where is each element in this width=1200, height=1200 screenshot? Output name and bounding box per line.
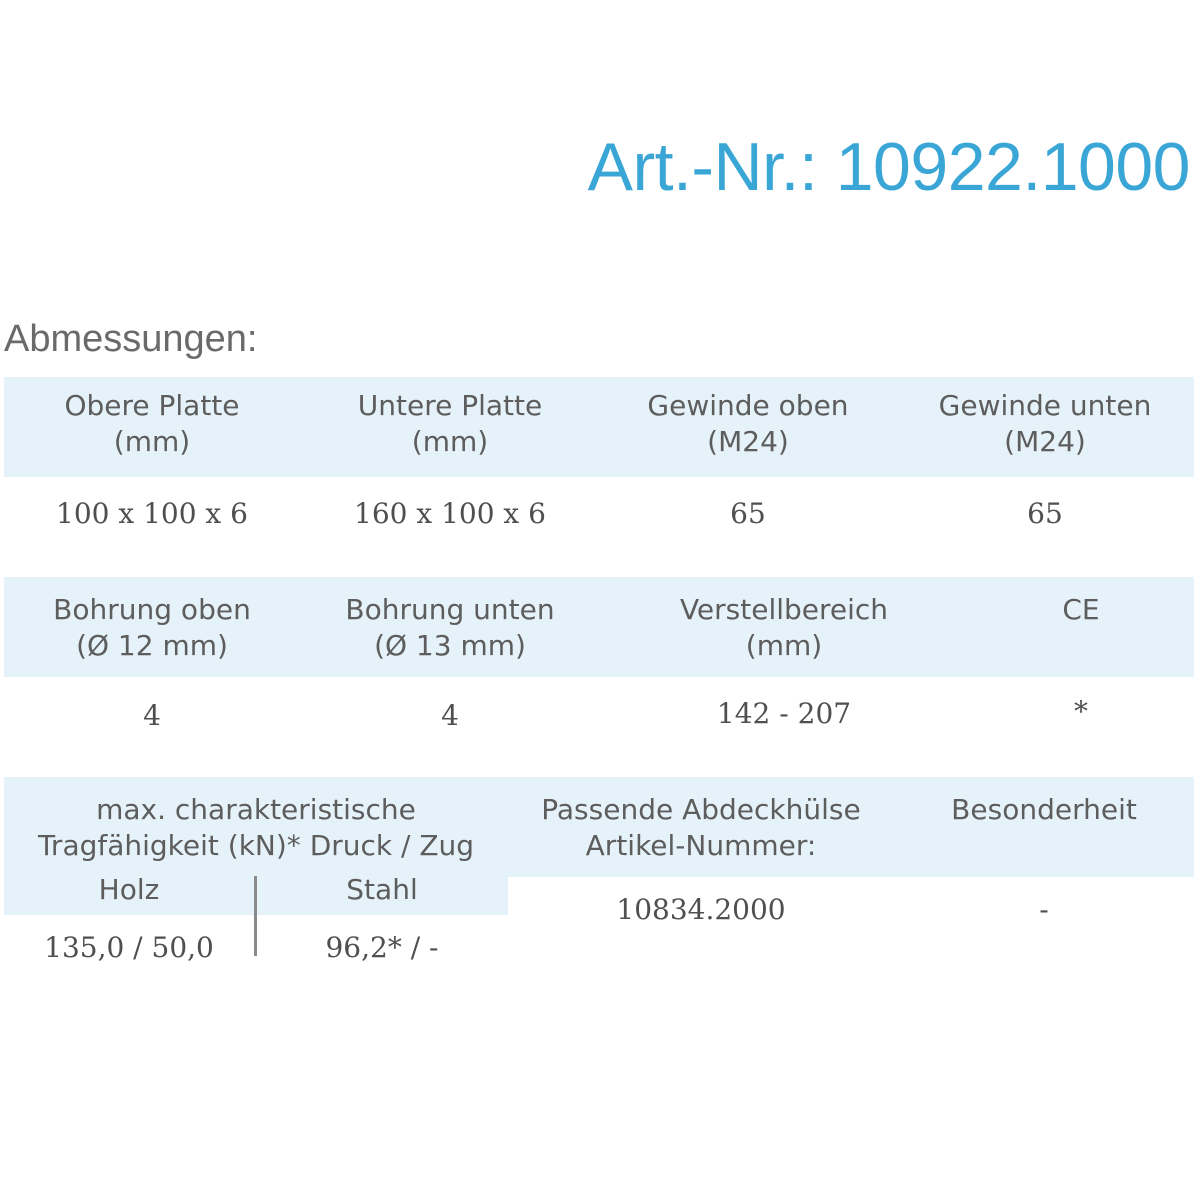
header-unit: (M24) (1004, 425, 1086, 458)
table3-header-special (894, 792, 1194, 828)
header-unit: (Ø 13 mm) (374, 629, 526, 662)
header-line: Artikel-Nummer: (585, 829, 817, 862)
table1-value-thread-top: 65 (730, 497, 766, 530)
header-line: max. charakteristische (96, 793, 416, 826)
table2-value-ce: * (1074, 695, 1088, 728)
header-unit: (M24) (707, 425, 789, 458)
header-line: Passende Abdeckhülse (541, 793, 861, 826)
header-line: Untere Platte (357, 389, 543, 422)
table3-value-wood: 135,0 / 50,0 (44, 931, 214, 964)
header-unit: (mm) (113, 425, 191, 458)
table1-header-thread-top (600, 388, 896, 460)
table3-value-cover-sleeve: 10834.2000 (616, 893, 786, 926)
table1-value-thread-bottom: 65 (1027, 497, 1063, 530)
header-line: Verstellbereich (679, 593, 889, 626)
table1-header-upper-plate (4, 388, 300, 460)
header-unit: (mm) (411, 425, 489, 458)
table2-header-adjust-range (636, 592, 932, 664)
table3-header-cover-sleeve (508, 792, 894, 864)
header-line: Besonderheit (951, 793, 1137, 826)
header-line: CE (1062, 593, 1100, 626)
table2-header-hole-top (4, 592, 300, 664)
header-line: Gewinde oben (647, 389, 849, 422)
table3-value-steel: 96,2* / - (325, 931, 439, 964)
header-line: Bohrung oben (53, 593, 251, 626)
table1-header-lower-plate (300, 388, 600, 460)
table2-header-ce (932, 592, 1200, 628)
table2-value-hole-bottom: 4 (441, 699, 459, 732)
table3-subheader-wood: Holz (98, 873, 160, 906)
table1-value-lower-plate: 160 x 100 x 6 (354, 497, 546, 530)
table3-value-special: - (1039, 893, 1049, 926)
table3-subheader-steel: Stahl (346, 873, 418, 906)
header-line: Obere Platte (64, 389, 240, 422)
table2-value-hole-top: 4 (143, 699, 161, 732)
header-line: Tragfähigkeit (kN)* Druck / Zug (37, 829, 475, 862)
header-line: Bohrung unten (345, 593, 555, 626)
section-title-dimensions: Abmessungen: (4, 318, 258, 360)
article-number-title: Art.-Nr.: 10922.1000 (587, 129, 1190, 205)
table2-header-hole-bottom (300, 592, 600, 664)
header-unit: (Ø 12 mm) (76, 629, 228, 662)
table1-value-upper-plate: 100 x 100 x 6 (56, 497, 248, 530)
table1-header-thread-bottom (896, 388, 1194, 460)
header-unit: (mm) (745, 629, 823, 662)
table3-header-load-capacity (4, 792, 508, 864)
header-line: Gewinde unten (938, 389, 1152, 422)
table2-value-adjust-range: 142 - 207 (716, 697, 852, 730)
